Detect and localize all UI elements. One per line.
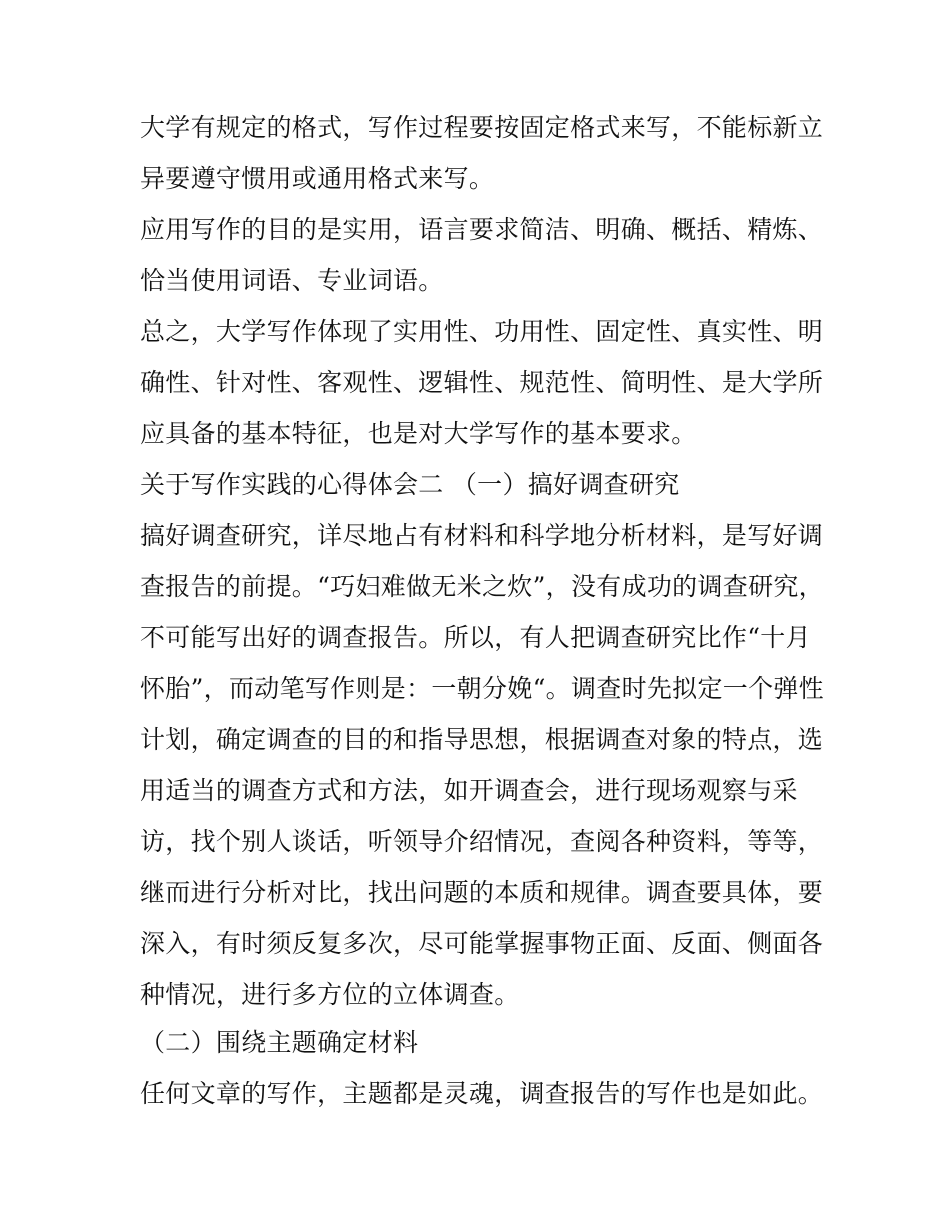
text-line: 怀胎”，而动笔写作则是：一朝分娩“。调查时先拟定一个弹性 xyxy=(140,674,824,703)
text-line: 种情况，进行多方位的立体调查。 xyxy=(140,980,520,1009)
text-line: 不可能写出好的调查报告。所以，有人把调查研究比作“十月 xyxy=(140,623,811,652)
text-line: 总之，大学写作体现了实用性、功用性、固定性、真实性、明 xyxy=(140,317,824,346)
text-line: 应用写作的目的是实用，语言要求简洁、明确、概括、精炼、 xyxy=(140,215,824,244)
text-line: 应具备的基本特征，也是对大学写作的基本要求。 xyxy=(140,419,697,448)
text-line: 任何文章的写作，主题都是灵魂，调查报告的写作也是如此。 xyxy=(140,1079,824,1108)
text-line: 确性、针对性、客观性、逻辑性、规范性、简明性、是大学所 xyxy=(140,368,824,397)
text-line: 继而进行分析对比，找出问题的本质和规律。调查要具体，要 xyxy=(140,878,824,907)
text-line: 搞好调查研究，详尽地占有材料和科学地分析材料，是写好调 xyxy=(140,521,824,550)
text-line: 用适当的调查方式和方法，如开调查会，进行现场观察与采 xyxy=(140,776,798,805)
text-line: 计划，确定调查的目的和指导思想，根据调查对象的特点，选 xyxy=(140,725,824,754)
text-line: 访，找个别人谈话，听领导介绍情况，查阅各种资料，等等， xyxy=(140,827,824,856)
text-line: 大学有规定的格式，写作过程要按固定格式来写，不能标新立 xyxy=(140,113,824,142)
section-heading: 关于写作实践的心得体会二 （一）搞好调查研究 xyxy=(140,470,680,499)
text-line: 异要遵守惯用或通用格式来写。 xyxy=(140,164,495,193)
text-line: 查报告的前提。“巧妇难做无米之炊”，没有成功的调查研究， xyxy=(140,572,824,601)
text-line: 恰当使用词语、专业词语。 xyxy=(140,266,444,295)
section-heading: （二）围绕主题确定材料 xyxy=(140,1028,419,1057)
text-line: 深入，有时须反复多次，尽可能掌握事物正面、反面、侧面各 xyxy=(140,929,824,958)
